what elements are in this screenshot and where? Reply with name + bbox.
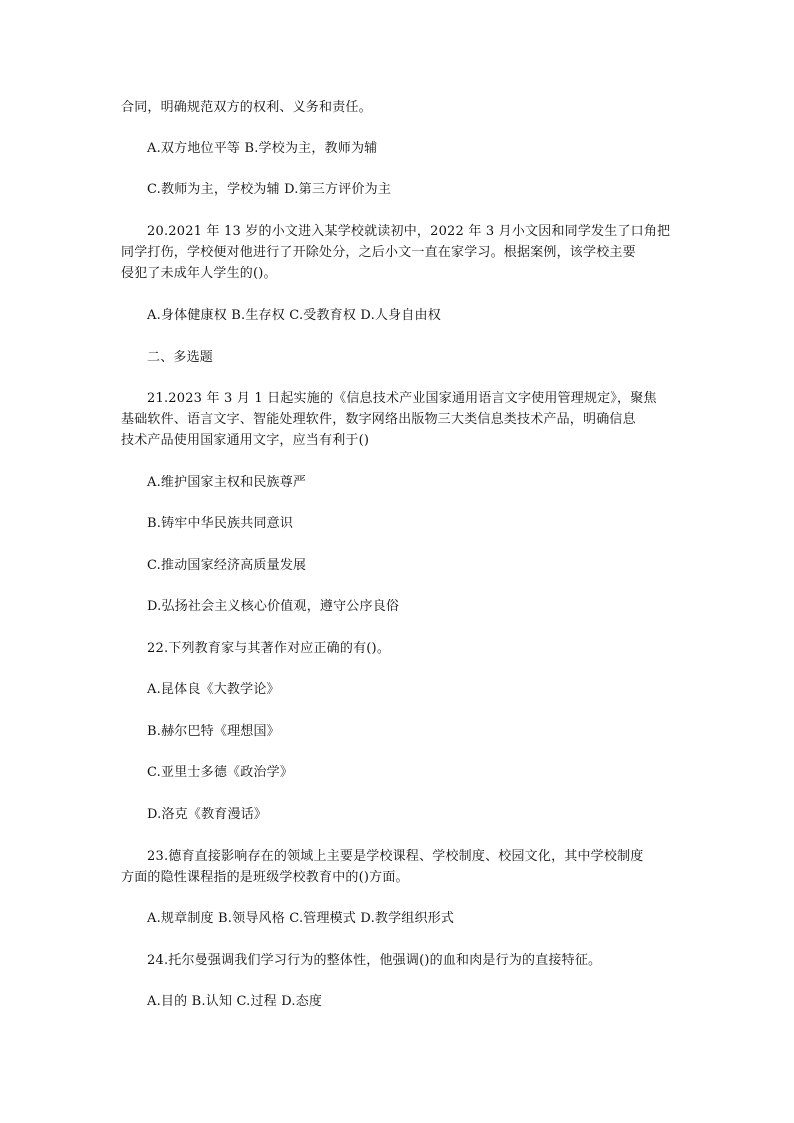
q19-options-ab: A.双方地位平等 B.学校为主，教师为辅: [147, 141, 378, 156]
q21-stem-line-2: 基础软件、语言文字、智能处理软件，数字网络出版物三大类信息类技术产品，明确信息: [121, 412, 636, 427]
q24-options: A.目的 B.认知 C.过程 D.态度: [147, 994, 323, 1009]
q21-option-c: C.推动国家经济高质量发展: [147, 558, 307, 573]
q22-option-d: D.洛克《教育漫话》: [147, 807, 268, 822]
section-heading-multiple-choice: 二、多选题: [147, 350, 214, 365]
q20-stem-line-2: 同学打伤，学校便对他进行了开除处分，之后小文一直在家学习。根据案例，该学校主要: [121, 245, 636, 260]
q21-option-b: B.铸牢中华民族共同意识: [147, 516, 294, 531]
q23-stem-line-1: 23.德育直接影响存在的领域上主要是学校课程、学校制度、校园文化，其中学校制度: [147, 849, 644, 864]
q21-option-d: D.弘扬社会主义核心价值观，遵守公序良俗: [147, 599, 400, 614]
q22-stem: 22.下列教育家与其著作对应正确的有()。: [147, 641, 391, 656]
q22-option-c: C.亚里士多德《政治学》: [147, 765, 294, 780]
q22-option-a: A.昆体良《大教学论》: [147, 682, 280, 697]
q21-option-a: A.维护国家主权和民族尊严: [147, 475, 307, 490]
text-line-continuation: 合同，明确规范双方的权利、义务和责任。: [121, 100, 372, 115]
q23-options: A.规章制度 B.领导风格 C.管理模式 D.教学组织形式: [147, 911, 455, 926]
q21-stem-line-3: 技术产品使用国家通用文字，应当有利于(): [121, 433, 370, 448]
q20-options: A.身体健康权 B.生存权 C.受教育权 D.人身自由权: [147, 308, 441, 323]
q23-stem-line-2: 方面的隐性课程指的是班级学校教育中的()方面。: [121, 870, 409, 885]
q20-stem-line-1: 20.2021 年 13 岁的小文进入某学校就读初中，2022 年 3 月小文因和同学发生了口角把: [147, 224, 671, 239]
q20-stem-line-3: 侵犯了未成年人学生的()。: [121, 266, 277, 281]
q21-stem-line-1: 21.2023 年 3 月 1 日起实施的《信息技术产业国家通用语言文字使用管理规定》，聚焦: [147, 391, 657, 406]
q22-option-b: B.赫尔巴特《理想国》: [147, 724, 280, 739]
q19-options-cd: C.教师为主，学校为辅 D.第三方评价为主: [147, 182, 392, 197]
q24-stem: 24.托尔曼强调我们学习行为的整体性，他强调()的血和肉是行为的直接特征。: [147, 953, 602, 968]
